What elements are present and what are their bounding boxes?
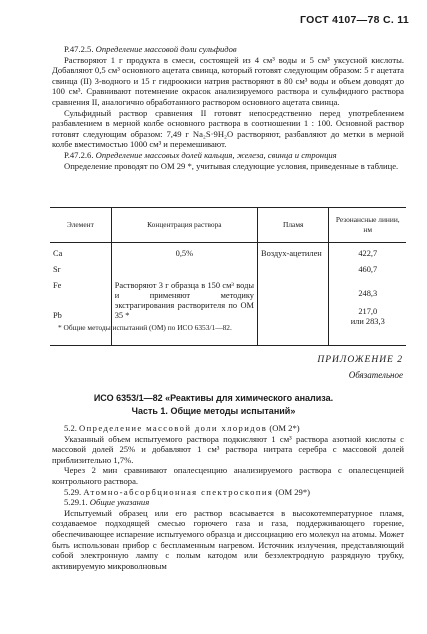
section-number: 5.29. [64,486,82,497]
section-title: Определение массовых долей кальция, железа, свинца и стронция [95,149,337,160]
table-row [50,243,406,262]
cell-line: 460,7 [329,261,406,277]
section-title: Общие указания [89,497,150,508]
appendix-type: Обязательное [348,370,403,380]
paragraph: Указанный объем испытуемого раствора подкисляют 1 см³ раствора азотной кислоты с массовой долей 25% и добавляют 1 см³ раствора нитрата серебра с массовой долей приблизительно 1,7%. [52,433,404,465]
cell-concentration: Растворяют 3 г образца в 150 см³ воды и применяют методику экстрагирования растворителя по ОМ 35 * [111,277,257,346]
cell-line: 422,7 [329,243,406,262]
section-heading [52,44,404,55]
section-number: Р.47.2.6. [64,149,94,160]
cell-element: Ca [53,249,63,258]
document-title-line-2: Часть 1. Общие методы испытаний» [131,406,296,416]
line-value-alt: или 283,3 [350,317,385,326]
document-title-line-1: ИСО 6353/1—82 «Реактивы для химического анализа. [93,393,334,403]
section-ref: (ОМ 2*) [269,423,300,433]
paragraph: Растворяют 1 г продукта в смеси, состоящей из 4 см³ воды и 5 см³ уксусной кислоты. Добавляют 0,5 см³ основного ацетата свинца, который готовят следующим образом: 5 г ацетата свинца (II) 3-водного и 15 г гидроокиси натрия растворяют в 80 см³ воды и объем доводят до 100 см³. Сравнивают потемнение окрасок анализируемого раствора и сульфидного раствора сравнения II, аналогично обработанного раствором основного ацетата свинца. [52,54,404,107]
column-header-flame: Пламя [257,208,328,243]
section-title: Атомно-абсорбционная спектроскопия [83,486,274,497]
section-chlorides [52,423,404,571]
section-title: Определение массовой доли хлоридов [79,423,268,433]
section-number: 5.2. [64,423,77,433]
section-title: Определение массовой доли сульфидов [95,44,237,54]
section-number: Р.47.2.5. [64,44,94,54]
column-header-element: Элемент [50,208,111,243]
footnote: * Общие методы испытаний (ОМ) по ИСО 6353/1—82. [58,323,232,332]
line-value: 217,0 [358,307,378,316]
section-heading [52,423,404,434]
table-row [50,277,406,301]
column-header-lines: Резонансные линии, нм [329,208,406,243]
cell-element: Sr [53,265,61,274]
section-heading [52,150,404,161]
cell-line: 248,3 [329,277,406,301]
paragraph: Через 2 мин сравнивают опалесценцию анализируемого раствора с опалесценцией контрольного раствора. [52,465,404,486]
column-header-concentration: Концентрация раствора [111,208,257,243]
page-header: ГОСТ 4107—78 С. 11 [299,14,409,26]
cell-element: Fe [53,281,62,290]
paragraph: Определение проводят по ОМ 29 *, учитывая следующие условия, приведенные в таблице. [64,160,399,171]
cell-element: Pb [53,311,62,320]
cell-flame: Воздух-ацетилен [257,243,328,346]
appendix-label: ПРИЛОЖЕНИЕ 2 [317,355,403,365]
cell-concentration: 0,5% [111,243,257,278]
table-header-row [50,208,406,243]
paragraph: Испытуемый образец или его раствор всасывается в высокотемпературное пламя, создаваемое подходящей смесью горючего газа и газа, поддерживающего горение, обеспечивающее испарение испытуемого образца и диссоциацию его молекул на атомы. Может быть использован прибор с беспламенным нагревом. Источник излучения, представляющий собой электронную лампу с полым катодом или безэлектродную разрядную трубку, активируемую микроволновым [52,507,404,571]
section-heading [52,497,404,508]
section-sulfides [52,44,404,171]
section-ref: (ОМ 29*) [275,486,311,497]
paragraph: Сульфидный раствор сравнения II готовят непосредственно перед употреблением разбавлением в мерной колбе основного раствора в соотношении 1 : 100. Основной раствор готовят следующим образом: 7,49 г Na₂S·9H₂O растворяют, разбавляют до метки в мерной колбе вместимостью 1000 см³ и перемешивают. [52,107,404,150]
section-heading [52,487,404,498]
section-number: 5.29.1. [64,497,88,508]
